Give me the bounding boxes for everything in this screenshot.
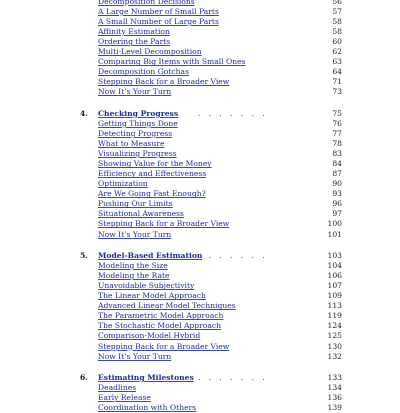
section-title-link[interactable]: Deadlines [98,383,137,393]
page-number: 58 [332,27,342,37]
page-number: 78 [332,139,342,149]
page-number: 63 [332,57,342,67]
section-title-link[interactable]: Decomposition Decisions [98,0,195,6]
page-number: 107 [327,281,342,291]
toc-section-row [0,27,400,37]
page-number: 77 [332,129,342,139]
page-number: 90 [332,179,342,189]
page-number: 103 [327,251,342,261]
page-number: 132 [327,351,342,361]
page-number: 113 [327,301,342,311]
page-number: 73 [332,87,342,97]
section-title-link[interactable]: Situational Awareness [98,209,184,219]
page-number: 109 [327,291,342,301]
toc-section-row [0,291,400,301]
chapter-title-link[interactable]: Checking Progress [98,108,179,118]
section-title-link[interactable]: Modeling the Rate [98,271,170,281]
page-number: 134 [327,383,342,393]
toc-section-row [0,17,400,27]
page-number: 130 [327,341,342,351]
toc-section-row [0,281,400,291]
page-number: 87 [332,169,342,179]
toc-section-row [0,230,400,240]
page-number: 62 [332,47,342,57]
section-title-link[interactable]: Comparing Big Items with Small Ones [98,57,246,67]
toc-section-row [0,271,400,281]
toc-section-row [0,47,400,57]
chapter-number: 5. [80,251,88,261]
toc-section-row [0,129,400,139]
toc-section-row [0,331,400,341]
page-number: 64 [332,67,342,77]
page-number: 124 [327,321,342,331]
section-title-link[interactable]: Now It’s Your Turn [98,351,172,361]
toc-section-row [0,219,400,229]
page-number: 139 [327,403,342,413]
chapter-title-link[interactable]: Model-Based Estimation [98,251,203,261]
page-number: 58 [332,17,342,27]
section-title-link[interactable]: Visualizing Progress [98,149,177,159]
section-title-link[interactable]: Stepping Back for a Broader View [98,77,230,87]
page-number: 100 [327,219,342,229]
section-title-link[interactable]: Pushing Our Limits [98,199,173,209]
toc-section-row [0,0,400,7]
toc-chapter-row [0,251,400,261]
section-title-link[interactable]: Decomposition Gotchas [98,67,189,77]
section-title-link[interactable]: The Stochastic Model Approach [98,321,222,331]
toc-section-row [0,352,400,362]
page-number: 57 [332,7,342,17]
page-number: 97 [332,209,342,219]
page-number: 56 [332,0,342,6]
section-title-link[interactable]: Stepping Back for a Broader View [98,219,230,229]
toc-section-row [0,261,400,271]
section-title-link[interactable]: What to Measure [98,139,165,149]
dot-leader: ....... [198,252,274,261]
section-title-link[interactable]: Early Release [98,393,151,403]
page-number: 96 [332,199,342,209]
toc-section-row [0,149,400,159]
page-number: 83 [332,149,342,159]
section-title-link[interactable]: Affinity Estimation [98,27,170,37]
toc-section-row [0,301,400,311]
page-number: 101 [327,229,342,239]
dot-leader: ....... [198,109,274,118]
page-number: 125 [327,331,342,341]
toc-section-row [0,77,400,87]
toc-section-row [0,199,400,209]
page-number: 75 [332,108,342,118]
page-number: 119 [327,311,342,321]
page-number: 84 [332,159,342,169]
section-title-link[interactable]: Advanced Linear Model Techniques [98,301,236,311]
dot-leader: ....... [198,374,274,383]
page-number: 106 [327,271,342,281]
toc-section-row [0,383,400,393]
section-title-link[interactable]: The Parametric Model Approach [98,311,224,321]
toc-section-row [0,189,400,199]
section-title-link[interactable]: Optimization [98,179,148,189]
section-title-link[interactable]: A Small Number of Large Parts [98,17,219,27]
chapter-number: 4. [80,108,88,118]
page-number: 104 [327,261,342,271]
section-title-link[interactable]: Unavoidable Subjectivity [98,281,195,291]
toc-section-row [0,403,400,413]
page-number: 76 [332,119,342,129]
toc-section-row [0,57,400,67]
section-title-link[interactable]: The Linear Model Approach [98,291,206,301]
toc-section-row [0,342,400,352]
section-title-link[interactable]: Now It’s Your Turn [98,229,172,239]
section-title-link[interactable]: Ordering the Parts [98,37,171,47]
toc-section-row [0,311,400,321]
section-title-link[interactable]: Detecting Progress [98,129,173,139]
toc-section-row [0,7,400,17]
section-title-link[interactable]: Are We Going Fast Enough? [98,189,206,199]
toc-chapter-row [0,109,400,119]
toc-section-row [0,87,400,97]
section-title-link[interactable]: Efficiency and Effectiveness [98,169,207,179]
toc-section-row [0,169,400,179]
toc-section-row [0,139,400,149]
page-number: 93 [332,189,342,199]
section-title-link[interactable]: Multi-Level Decomposition [98,47,202,57]
section-title-link[interactable]: Coordination with Others [98,403,197,413]
toc-section-row [0,321,400,331]
page-number: 60 [332,37,342,47]
section-title-link[interactable]: A Large Number of Small Parts [98,7,219,17]
section-title-link[interactable]: Stepping Back for a Broader View [98,341,230,351]
section-title-link[interactable]: Now It’s Your Turn [98,87,172,97]
toc-section-row [0,209,400,219]
section-title-link[interactable]: Modeling the Size [98,261,168,271]
page-number: 136 [327,393,342,403]
section-title-link[interactable]: Showing Value for the Money [98,159,212,169]
chapter-title-link[interactable]: Estimating Milestones [98,373,194,383]
toc-section-row [0,393,400,403]
page-number: 71 [332,77,342,87]
toc-section-row [0,159,400,169]
toc-section-row [0,67,400,77]
toc-section-row [0,179,400,189]
section-title-link[interactable]: Getting Things Done [98,119,178,129]
toc-chapter-row [0,373,400,383]
page-number: 133 [327,373,342,383]
toc-section-row [0,37,400,47]
section-title-link[interactable]: Comparison-Model Hybrid [98,331,201,341]
chapter-number: 6. [80,373,88,383]
toc-section-row [0,119,400,129]
